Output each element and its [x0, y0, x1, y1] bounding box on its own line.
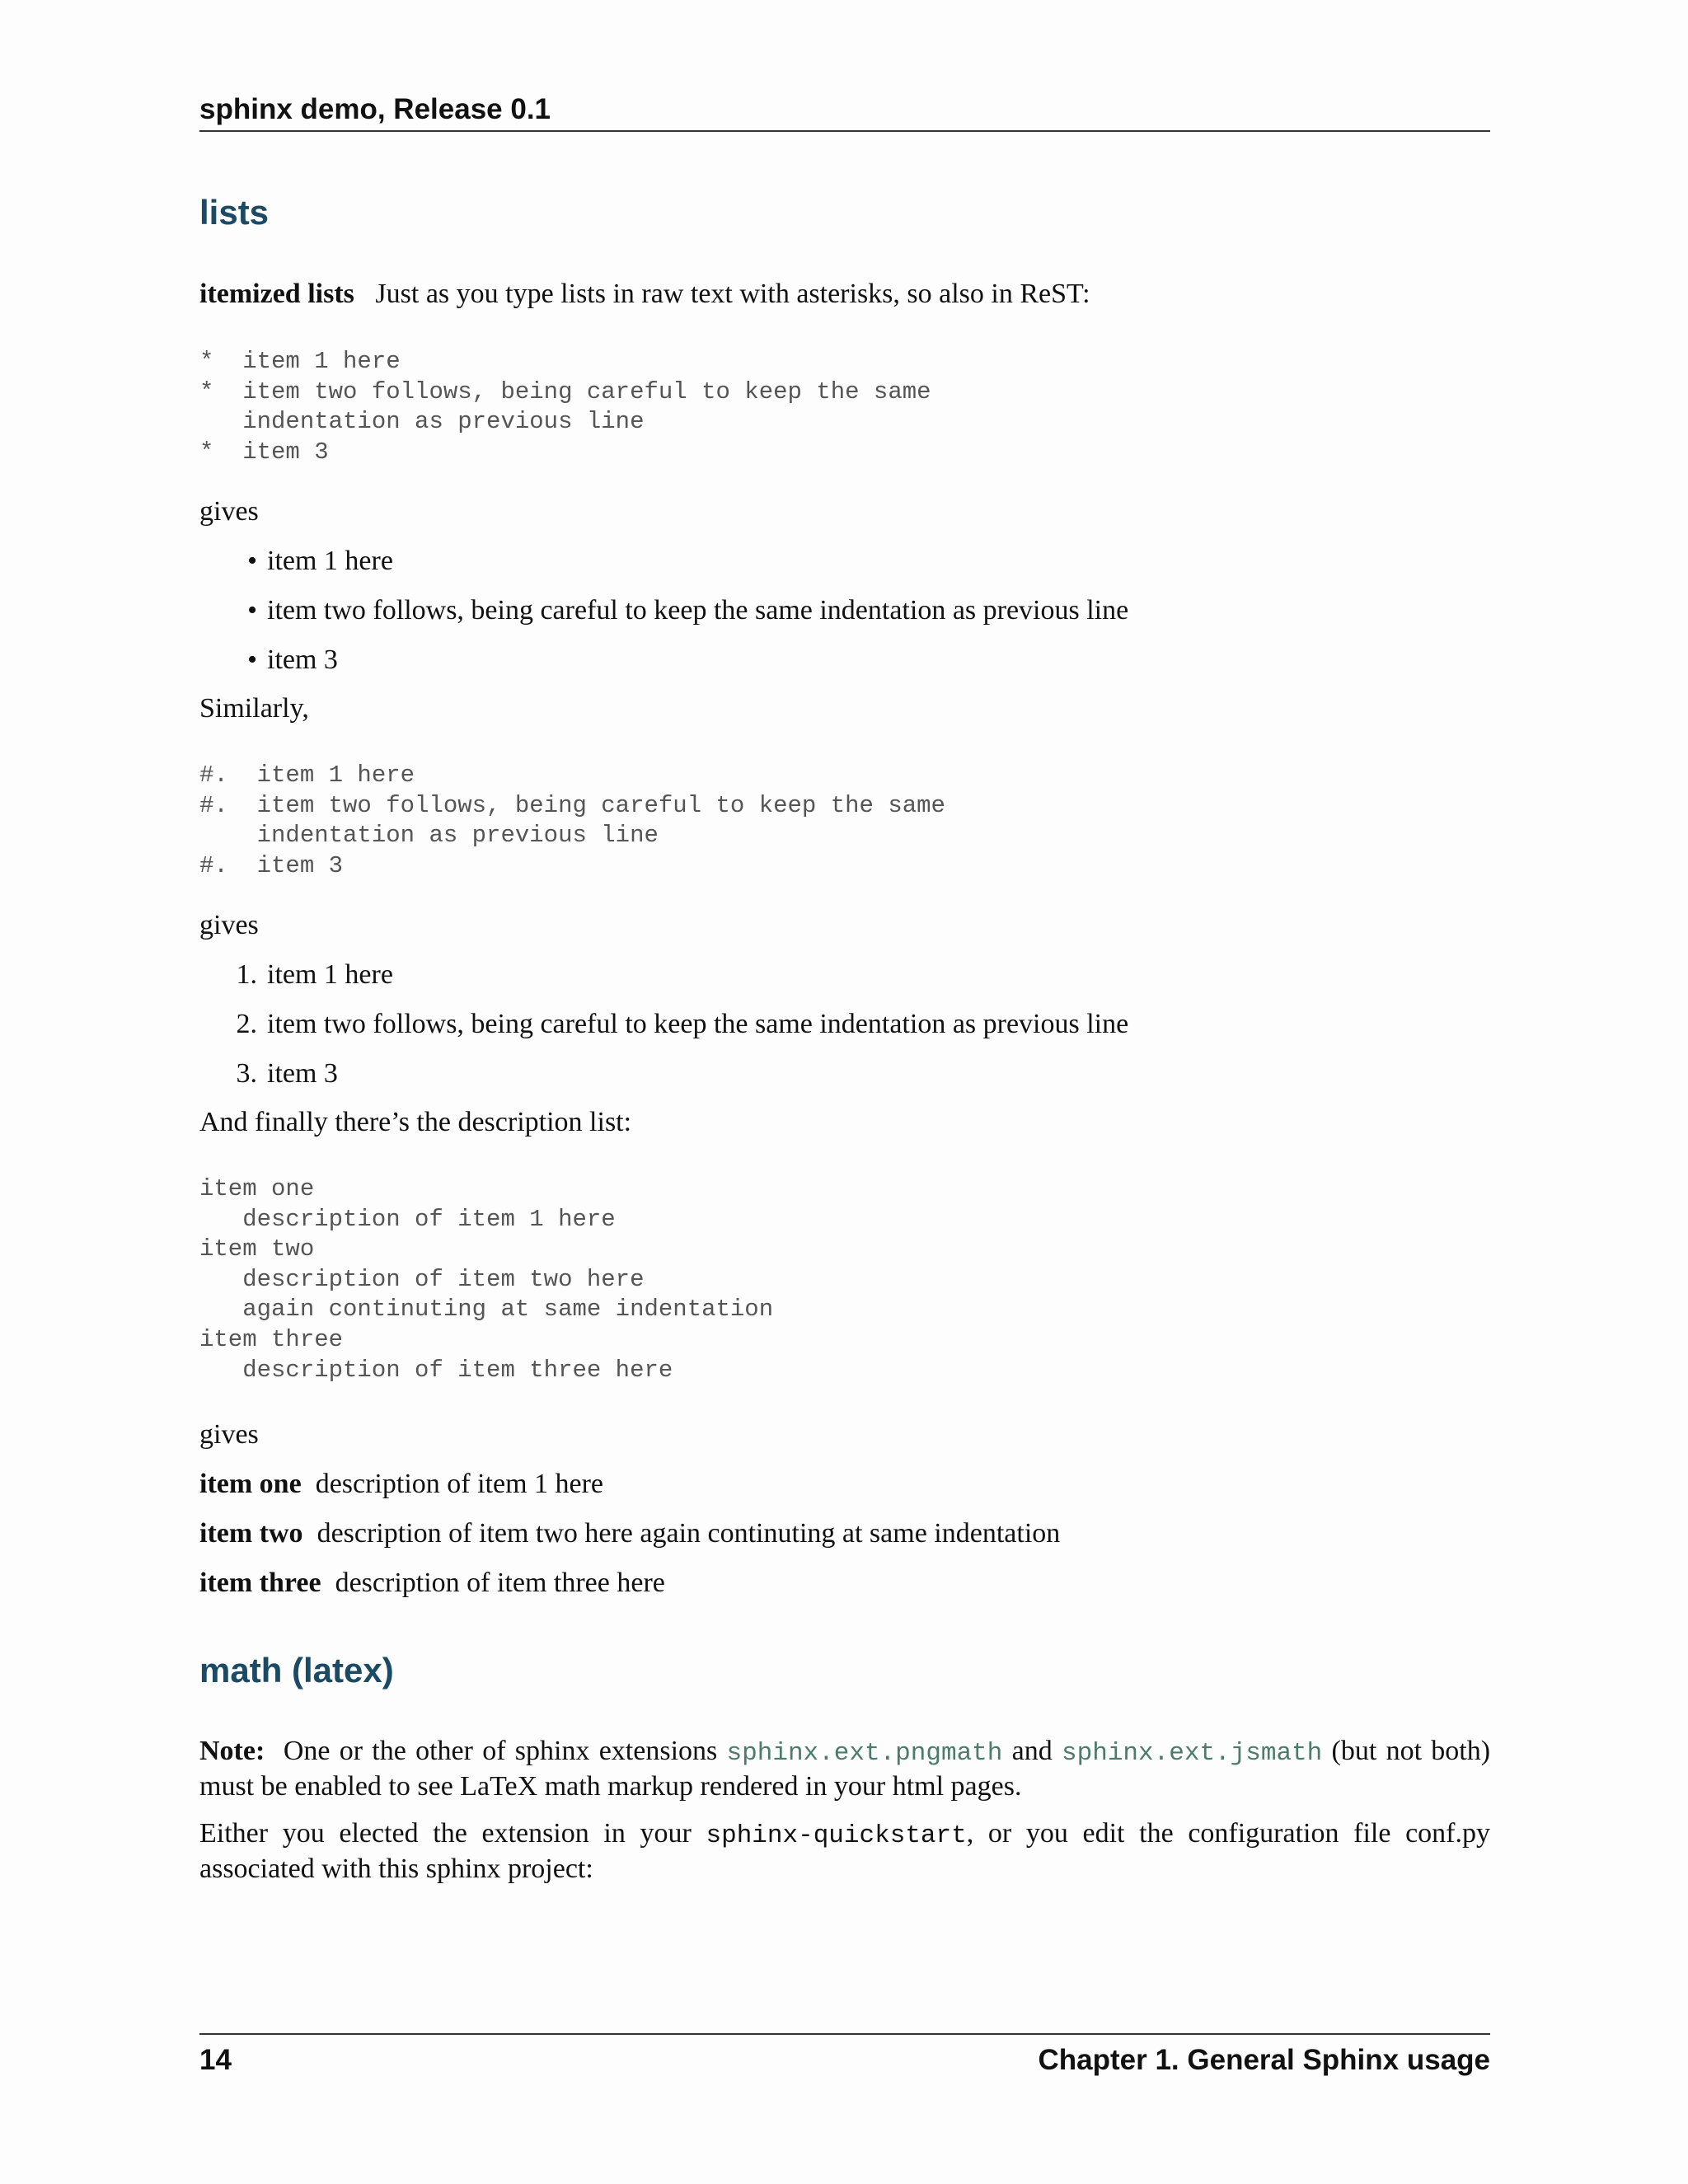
bullet-list-item: • item 3 [199, 644, 338, 677]
gives-text-1: gives [199, 496, 259, 527]
itemized-lists-label: itemized lists [199, 279, 354, 309]
bullet-list-item: • item two follows, being careful to keep the same indentation as previous line [199, 594, 1128, 627]
enumerated-list-item: 3. item 3 [199, 1057, 338, 1090]
note-label: Note: [199, 1736, 265, 1766]
gives-text-3: gives [199, 1419, 259, 1450]
itemized-lists-paragraph [199, 278, 1090, 311]
description-definition: description of item three here [335, 1568, 665, 1598]
bullet-icon: • [247, 595, 257, 626]
description-term: item two [199, 1518, 303, 1549]
enumerated-list-source-code: #. item 1 here #. item two follows, being careful to keep the same indentation as previous line #. item 3 [199, 762, 945, 879]
itemized-lists-intro: Just as you type lists in raw text with asterisks, so also in ReST: [375, 279, 1090, 309]
description-list-intro: And finally there’s the description list: [199, 1107, 632, 1137]
description-term: item one [199, 1469, 302, 1499]
running-header [199, 92, 1490, 132]
note-admonition: Note: One or the other of sphinx extensions sphinx.ext.pngmath and sphinx.ext.jsmath (but not both) must be enabled to see LaTeX math markup rendered in your html pages. [199, 1736, 1491, 1802]
description-list-item [199, 1517, 1060, 1550]
item-number: 3. [236, 1058, 257, 1089]
enumerated-list-item: 2. item two follows, being careful to keep the same indentation as previous line [199, 1008, 1128, 1041]
pngmath-link[interactable]: sphinx.ext.pngmath [726, 1739, 1003, 1768]
bullet-list-source-code: * item 1 here * item two follows, being careful to keep the same indentation as previous line * item 3 [199, 348, 931, 466]
description-term: item three [199, 1568, 321, 1598]
quickstart-code: sphinx-quickstart [706, 1821, 967, 1850]
similarly-text: Similarly, [199, 693, 309, 724]
section-heading-math: math (latex) [199, 1651, 394, 1690]
description-list-source-code: item one description of item 1 here item two description of item two here again continuting at same indentation item three description of item three here [199, 1175, 774, 1384]
enumerated-list-item: 1. item 1 here [199, 958, 393, 991]
bullet-list-item: • item 1 here [199, 545, 393, 578]
description-definition: description of item two here again continuting at same indentation [316, 1518, 1061, 1549]
item-number: 1. [236, 959, 257, 990]
header-title: sphinx demo, Release 0.1 [199, 93, 551, 125]
footer-chapter-title: Chapter 1. General Sphinx usage [1038, 2044, 1490, 2076]
section-heading-lists: lists [199, 193, 270, 232]
either-paragraph: Either you elected the extension in your sphinx-quickstart, or you edit the configuration file conf.py associated with this sphinx project: [199, 1818, 1491, 1884]
running-footer [199, 2033, 1490, 2078]
page-number: 14 [199, 2044, 232, 2076]
jsmath-link[interactable]: sphinx.ext.jsmath [1062, 1739, 1323, 1768]
description-list-item [199, 1468, 603, 1501]
description-list-item [199, 1567, 665, 1600]
description-definition: description of item 1 here [315, 1469, 604, 1499]
gives-text-2: gives [199, 910, 259, 940]
item-number: 2. [236, 1009, 257, 1039]
bullet-icon: • [247, 546, 257, 576]
bullet-icon: • [247, 644, 257, 675]
